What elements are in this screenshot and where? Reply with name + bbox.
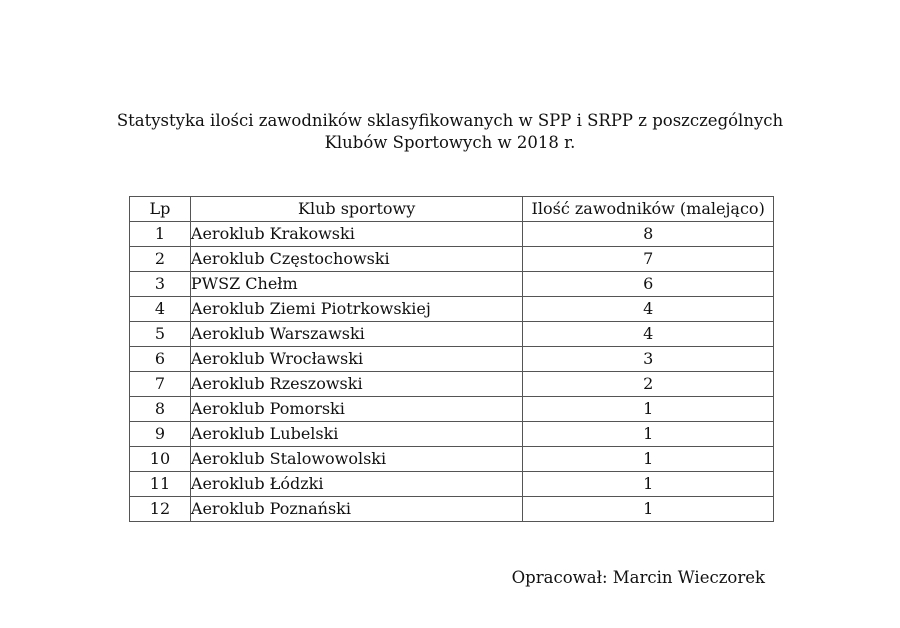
cell-club: Aeroklub Ziemi Piotrkowskiej — [190, 297, 522, 322]
cell-count: 1 — [523, 422, 774, 447]
cell-lp: 8 — [130, 397, 191, 422]
cell-lp: 12 — [130, 497, 191, 522]
title-line-2: Klubów Sportowych w 2018 r. — [324, 133, 576, 152]
cell-lp: 5 — [130, 322, 191, 347]
table-row — [130, 447, 774, 472]
cell-lp: 7 — [130, 372, 191, 397]
cell-count: 1 — [523, 497, 774, 522]
cell-count: 6 — [523, 272, 774, 297]
cell-club: Aeroklub Stalowowolski — [190, 447, 522, 472]
header-club: Klub sportowy — [190, 197, 522, 222]
cell-lp: 2 — [130, 247, 191, 272]
cell-lp: 9 — [130, 422, 191, 447]
cell-count: 2 — [523, 372, 774, 397]
cell-count: 7 — [523, 247, 774, 272]
cell-lp: 4 — [130, 297, 191, 322]
table-row — [130, 497, 774, 522]
table-row — [130, 272, 774, 297]
table-row — [130, 397, 774, 422]
cell-club: Aeroklub Poznański — [190, 497, 522, 522]
cell-club: PWSZ Chełm — [190, 272, 522, 297]
cell-lp: 10 — [130, 447, 191, 472]
cell-club: Aeroklub Pomorski — [190, 397, 522, 422]
title-line-1: Statystyka ilości zawodników sklasyfikowanych w SPP i SRPP z poszczególnych — [116, 111, 784, 130]
table-row — [130, 372, 774, 397]
cell-count: 1 — [523, 397, 774, 422]
cell-club: Aeroklub Warszawski — [190, 322, 522, 347]
club-stats-table — [129, 196, 774, 522]
table-row — [130, 322, 774, 347]
cell-lp: 3 — [130, 272, 191, 297]
cell-count: 4 — [523, 297, 774, 322]
table-row — [130, 347, 774, 372]
document-title — [0, 110, 900, 154]
cell-club: Aeroklub Lubelski — [190, 422, 522, 447]
cell-count: 1 — [523, 447, 774, 472]
cell-club: Aeroklub Wrocławski — [190, 347, 522, 372]
cell-club: Aeroklub Krakowski — [190, 222, 522, 247]
table-row — [130, 247, 774, 272]
cell-lp: 1 — [130, 222, 191, 247]
table-row — [130, 422, 774, 447]
table-row — [130, 222, 774, 247]
cell-count: 1 — [523, 472, 774, 497]
cell-count: 4 — [523, 322, 774, 347]
author-credit: Opracował: Marcin Wieczorek — [511, 568, 765, 587]
cell-lp: 6 — [130, 347, 191, 372]
header-lp: Lp — [130, 197, 191, 222]
table-row — [130, 472, 774, 497]
cell-count: 8 — [523, 222, 774, 247]
table-row — [130, 297, 774, 322]
header-count: Ilość zawodników (malejąco) — [523, 197, 774, 222]
table-header-row — [130, 197, 774, 222]
cell-club: Aeroklub Częstochowski — [190, 247, 522, 272]
cell-club: Aeroklub Łódzki — [190, 472, 522, 497]
cell-count: 3 — [523, 347, 774, 372]
cell-club: Aeroklub Rzeszowski — [190, 372, 522, 397]
cell-lp: 11 — [130, 472, 191, 497]
